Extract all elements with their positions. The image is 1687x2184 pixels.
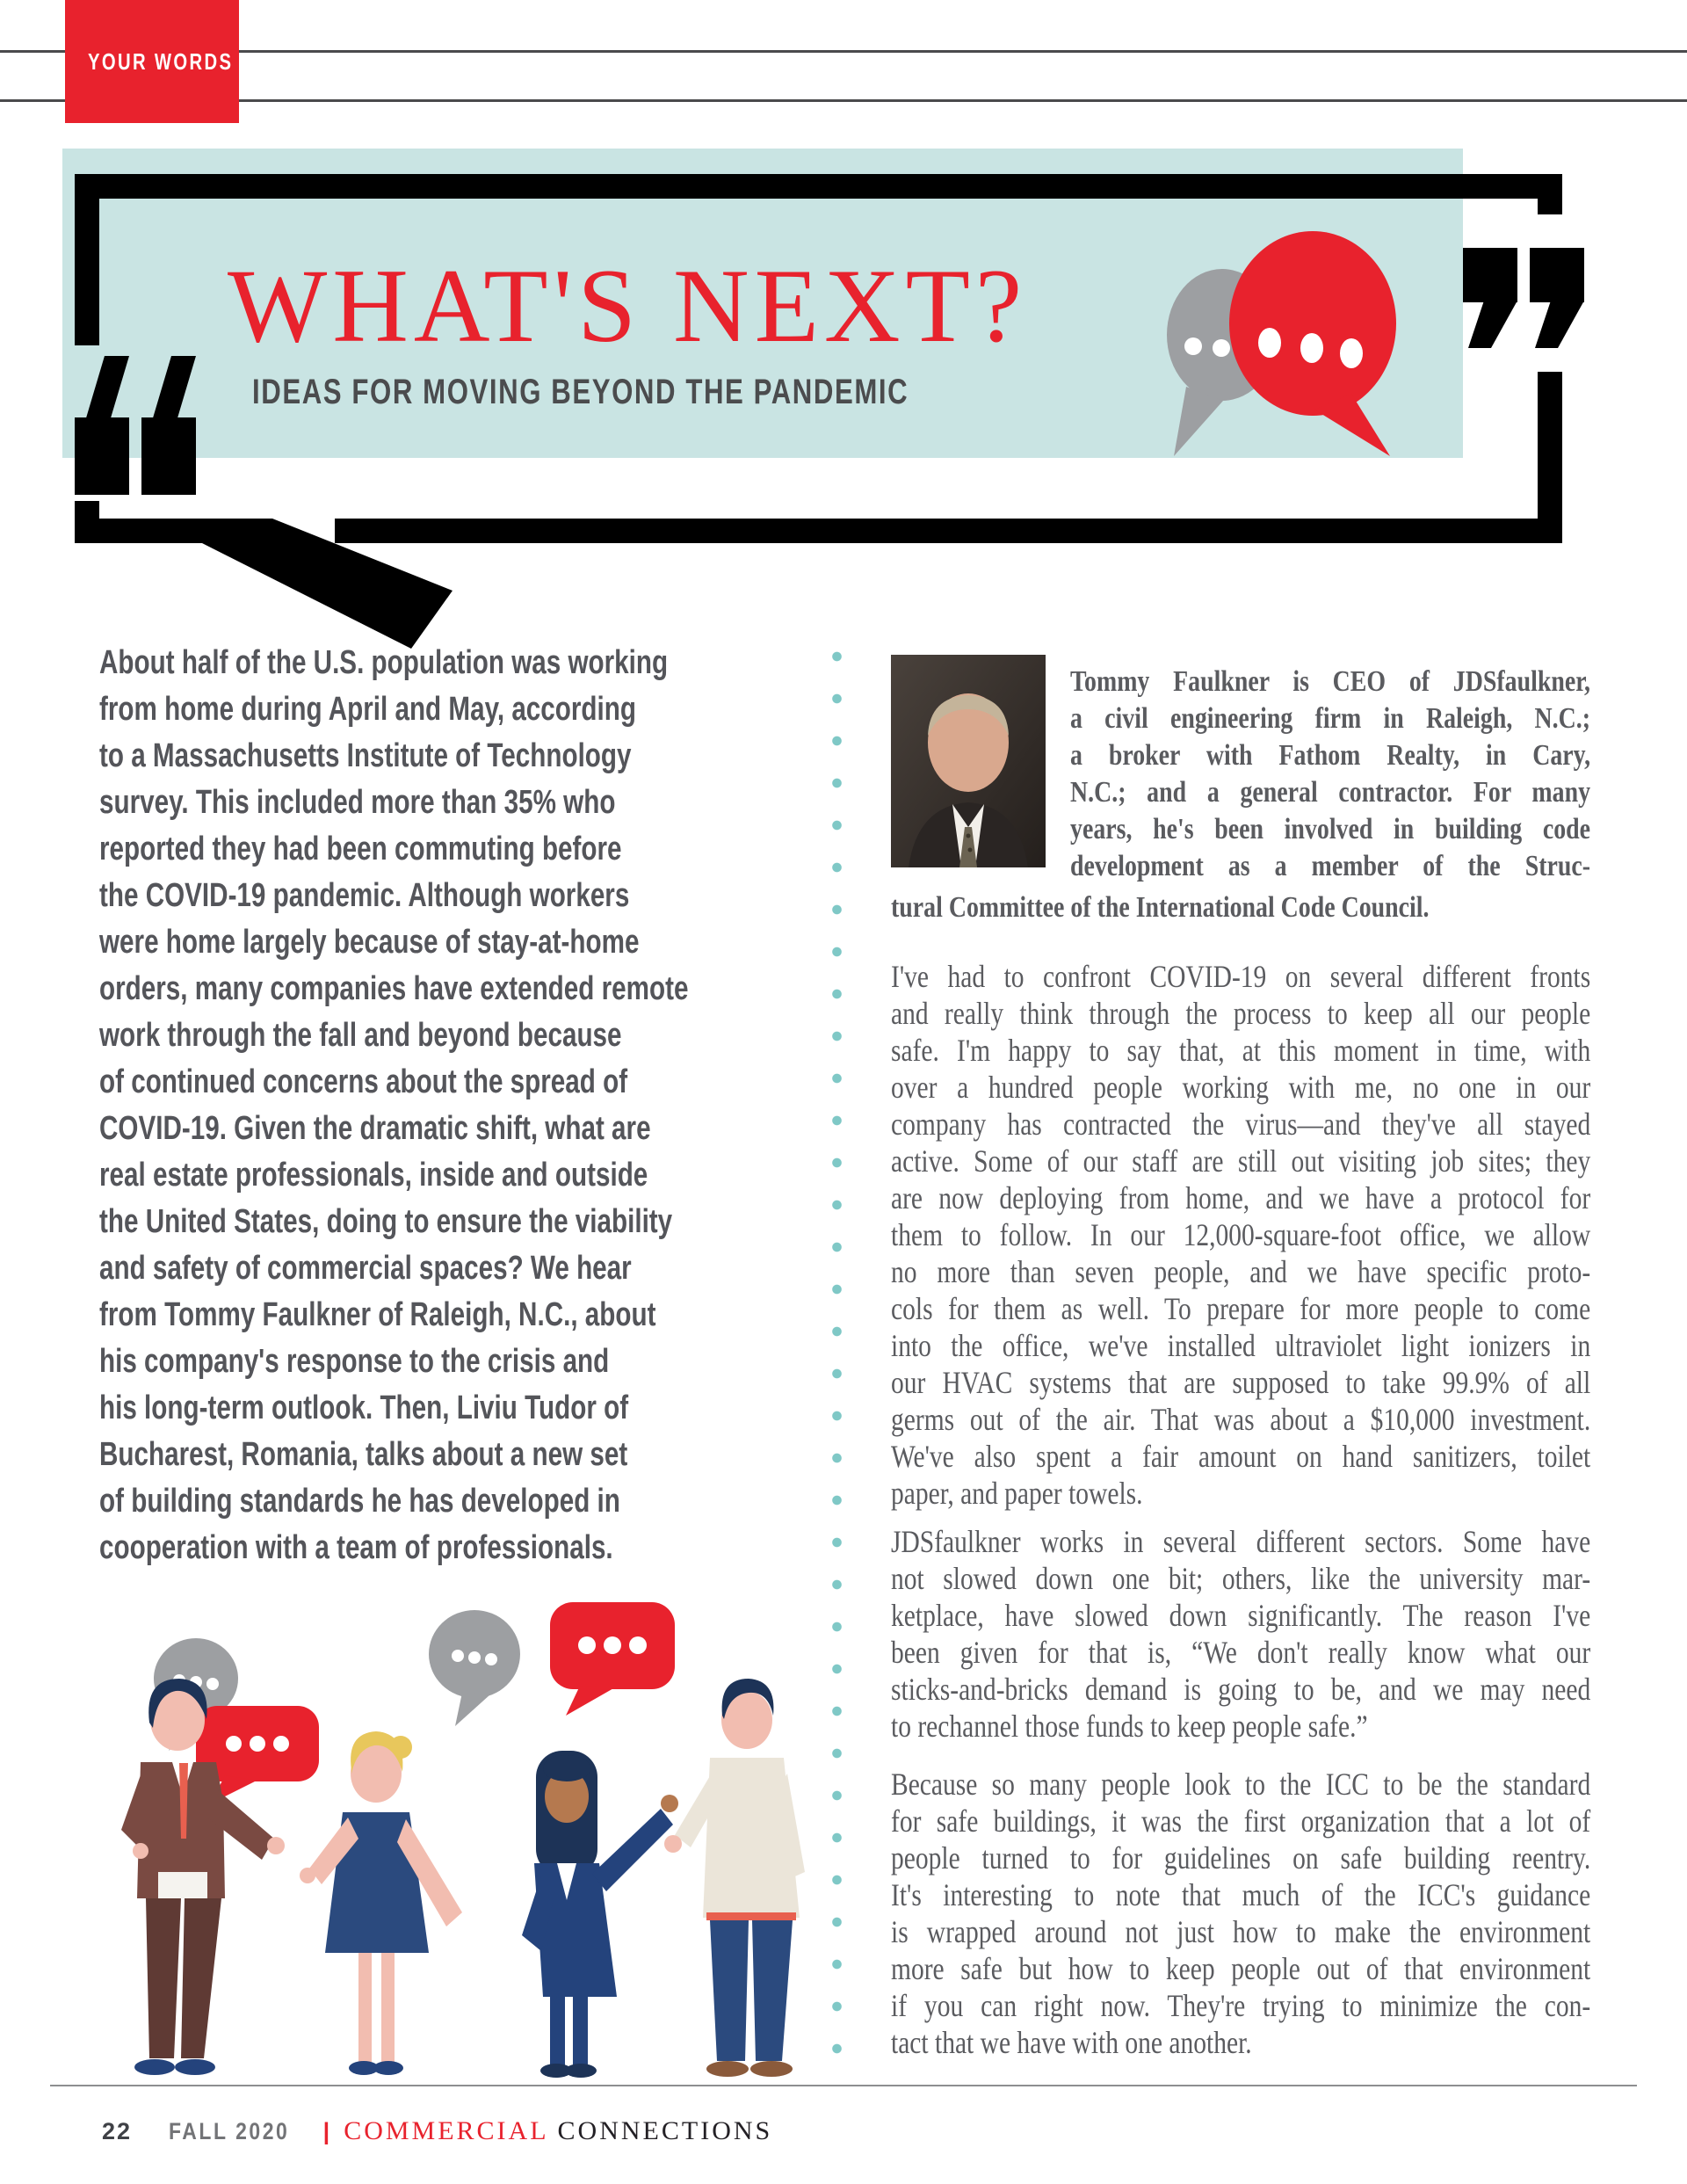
tommy-faulkner-photo <box>891 655 1046 867</box>
section-tab-label: YOUR WORDS <box>88 47 234 75</box>
footer-brand-connections: CONNECTIONS <box>557 2116 773 2145</box>
close-quote-icon <box>1463 248 1586 350</box>
red-bubble-right-icon <box>550 1602 675 1716</box>
man-cream-shirt <box>664 1679 805 2077</box>
body-paragraph-2: JDSfaulkner works in several different sectors. Some have not slowed down one bit; others, like the university mar- ketplace, have slowed down significantly. The reason I've been given for that is, “We don't really know what our sticks-and-bricks demand is going to be, and we may need to rechannel those funds to keep people safe.” <box>891 1524 1591 1744</box>
bubble-frame-right-lower <box>1538 372 1562 543</box>
page-number: 22 <box>102 2118 133 2144</box>
bubble-frame-left-upper <box>75 174 99 345</box>
footer-issue: FALL 2020 <box>169 2118 290 2144</box>
bubble-frame-top <box>75 174 1562 199</box>
bubble-frame-bottom <box>335 519 1562 543</box>
top-rule-1 <box>0 50 1687 53</box>
woman-navy-suit <box>522 1751 678 2078</box>
gray-bubble-right-icon <box>429 1610 520 1726</box>
open-quote-icon <box>75 356 198 497</box>
woman-navy-dress <box>300 1731 462 2075</box>
footer-separator: | <box>322 2118 330 2144</box>
chat-bubbles-icon <box>1142 220 1406 466</box>
body-paragraph-3: Because so many people look to the ICC to be the standard for safe buildings, it was the first organization that a lot of people turned to for guidelines on safe building reentry. It's interesting to note that much of the ICC's guidance is wrapped around not just how to make the environment more safe but how to keep people out of that environment if you can right now. They're trying to minimize the con- tact that we have with one another. <box>891 1767 1591 2060</box>
bubble-frame-right-upper <box>1538 199 1562 214</box>
bio-text-last-line: tural Committee of the International Code Council. <box>891 891 1430 924</box>
speech-tail-icon <box>202 519 466 655</box>
footer-brand-commercial: COMMERCIAL <box>344 2116 549 2145</box>
bio-text: Tommy Faulkner is CEO of JDSfaulkner, a civil engineering firm in Raleigh, N.C.; a broker with Fathom Realty, in Cary, N.C.; and a general contractor. For many years, he's been involved in building code development as a member of the Struc- <box>1070 665 1591 882</box>
page-subtitle: IDEAS FOR MOVING BEYOND THE PANDEMIC <box>252 373 909 411</box>
footer-rule <box>50 2085 1637 2086</box>
top-rule-2 <box>0 99 1687 102</box>
people-talking-illustration <box>53 1582 861 2087</box>
intro-paragraph: About half of the U.S. population was working from home during April and May, according to a Massachusetts Institute of Technology survey. This included more than 35% who reported they had been commuting before the COVID-19 pandemic. Although workers were home largely because of stay-at-home orders, many companies have extended remote work through the fall and beyond because of continued concerns about the spread of COVID-19. Given the dramatic shift, what are real estate professionals, inside and outside the United States, doing to ensure the viability and safety of commercial spaces? We hear from Tommy Faulkner of Raleigh, N.C., about his company's response to the crisis and his long-term outlook. Then, Liviu Tudor of Bucharest, Romania, talks about a new set of building standards he has developed in cooperation with a team of professionals. <box>99 644 689 1566</box>
footer <box>102 2116 772 2146</box>
body-paragraph-1: I've had to confront COVID-19 on several different fronts and really think through the process to keep all our people safe. I'm happy to say that, at this moment in time, with over a hundred people working with me, no one in our company has contracted the virus—and they've all stayed active. Some of our staff are still out visiting job sites; they are now deploying from home, and we have a protocol for them to follow. In our 12,000-square-foot office, we allow no more than seven people, and we have specific proto- cols for them as well. To prepare for more people to come into the office, we've installed ultraviolet light ionizers in our HVAC systems that are supposed to take 99.9% of all germs out of the air. That was about a $10,000 investment. We've also spent a fair amount on hand sanitizers, toilet paper, and paper towels. <box>891 959 1591 1511</box>
page-title: WHAT'S NEXT? <box>228 247 1028 364</box>
section-tab <box>65 0 239 123</box>
